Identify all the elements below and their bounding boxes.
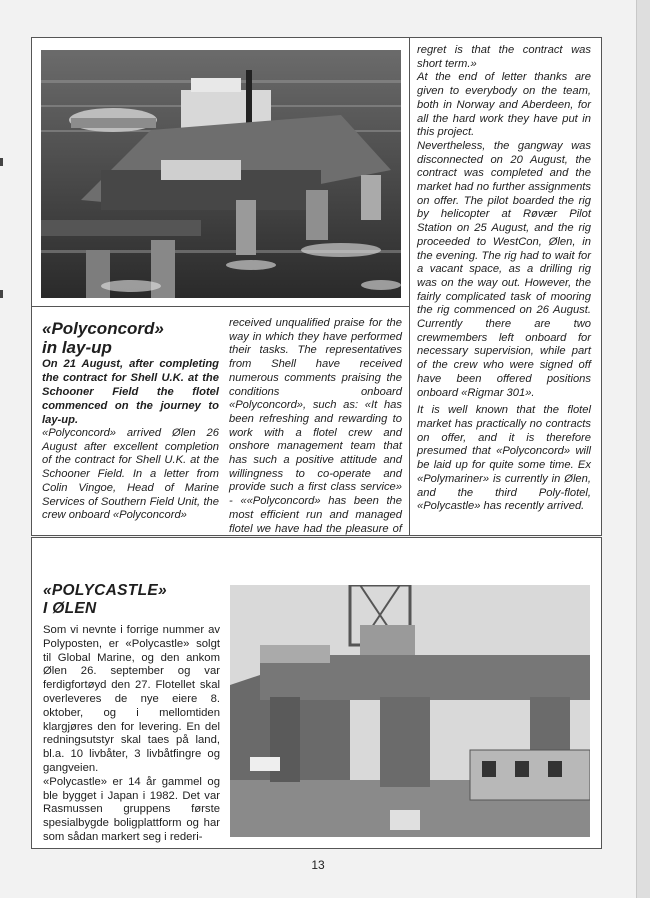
article1-col3-p4: It is well known that the flotel market has practically no contracts on offer, and it is therefore presumed that «Polyconcord» will be laid up for quite some time. Ex «Polymariner» is currently in Ølen, and the third Poly-flotel, «Polycastle» has recently arrived. — [417, 404, 591, 513]
article1-column-1 — [42, 319, 219, 523]
article1-lead: On 21 August, after completing the contract for Shell U.K. at the Schooner Field the flotel commenced on the journey to lay-up. — [42, 358, 219, 426]
article2-p2: «Polycastle» er 14 år gammel og ble bygget i Japan i 1982. Det var Rasmussen gruppens første spesialbygde boligplattform og har som sådan markert seg i rederi- — [43, 775, 220, 843]
article2-headline-line2: I ØLEN — [43, 600, 97, 617]
article2-headline — [43, 582, 220, 618]
margin-mark — [0, 158, 3, 166]
article1-headline-line1: «Polyconcord» — [42, 319, 164, 338]
article1-headline — [42, 319, 219, 357]
article-polycastle-box — [31, 537, 602, 849]
article1-col1-text: «Polyconcord» arrived Ølen 26 August after excellent completion of the contract for Shell U.K. at the Schooner Field. In a letter from Colin Vingoe, Head of Marine Services of Southern Field Unit, the crew onboard «Polyconcord» — [42, 427, 219, 522]
polyconcord-photo — [41, 50, 401, 298]
polycastle-photo — [230, 585, 590, 837]
article1-column-3 — [417, 44, 591, 514]
photo-divider — [32, 306, 409, 307]
article2-column — [43, 582, 220, 845]
article1-column-2 — [229, 317, 402, 550]
page-edge — [636, 0, 650, 898]
column-divider — [409, 38, 410, 535]
article1-headline-line2: in lay-up — [42, 338, 112, 357]
article1-col2-text: received unqualified praise for the way in which they have performed their tasks. The representatives from Shell have received numerous comments praising the conditions onboard «Polyconcord», such as: «It has been refreshing and rewarding to work with a flotel crew and onshore management team that has such a positive attitude and willingness to co-operate and provide such a first class service» - ««Polyconcord» has been the most efficient run and managed flotel we have had the pleasure of — [229, 317, 402, 535]
article2-p1: Som vi nevnte i forrige nummer av Polyposten, er «Polycastle» solgt til Global Marine, og den ankom Ølen 26. september og var ferdigfortøyd den 27. Flotellet skal overleveres de nye eiere 8. oktober, og i mellomtiden klargjøres den for levering. En del redningsutstyr skal taes på land, bl.a. 10 livbåter, 3 livbåtfingre og gangveien. — [43, 624, 220, 774]
article2-headline-line1: «POLYCASTLE» — [43, 582, 167, 599]
article1-col3-p1: regret is that the contract was short term.» — [417, 44, 591, 70]
article1-col3-p2: At the end of letter thanks are given to everybody on the team, both in Norway and Aberdeen, for all the hard work they have put in this project. — [417, 71, 591, 139]
article1-col3-p3: Nevertheless, the gangway was disconnected on 20 August, the contract was completed and the market had no further assignments on offer. The pilot boarded the rig by helicopter at Røvær Pilot Station on 25 August, and the rig proceeded to WestCon, Ølen, in the evening. The rig had to wait for a vacant space, as a drilling rig was on the way out. However, the fairly complicated task of mooring the rig commenced on 26 August. Currently there are two crewmembers left onboard for necessary supervision, while part of the crew who were signed off have been offered positions onboard «Rigmar 301». — [417, 139, 591, 399]
page-number: 13 — [311, 858, 325, 872]
article-polyconcord-box — [31, 37, 602, 536]
margin-mark — [0, 290, 3, 298]
